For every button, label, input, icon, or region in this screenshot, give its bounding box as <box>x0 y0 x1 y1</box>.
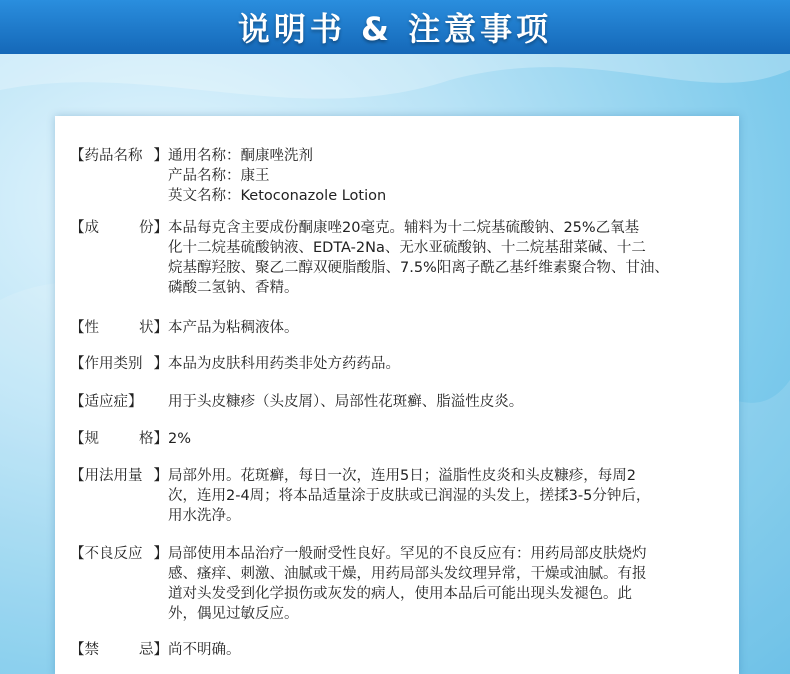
spaced-label: 性 状 <box>84 320 154 336</box>
spaced-label: 规 格 <box>84 431 154 447</box>
section-label: 【 药品名称 】 <box>70 148 168 164</box>
section-label: 【 禁 忌 】 <box>70 642 168 658</box>
section-label: 【 性 状 】 <box>70 320 168 336</box>
section-ingredients <box>70 218 721 298</box>
section-category <box>70 354 721 374</box>
section-usage <box>70 466 721 526</box>
section-content: 用于头皮糠疹（头皮屑）、局部性花斑癣、脂溢性皮炎。 <box>168 394 524 410</box>
section-content: 本产品为粘稠液体。 <box>168 320 299 336</box>
section-content: 本品为皮肤科用药类非处方药药品。 <box>168 356 400 372</box>
section-content: 本品每克含主要成份酮康唑20毫克。辅料为十二烷基硫酸钠、25%乙氧基 化十二烷基硫酸钠液、EDTA-2Na、无水亚硫酸钠、十二烷基甜菜碱、十二 烷基醇羟胺、聚乙二醇双硬脂酸脂、7.5%阳离子酰乙基纤维素聚合物、甘油、 磷酸二氢钠、香精。 <box>168 220 669 296</box>
section-content: 通用名称：酮康唑洗剂 产品名称：康王 英文名称：Ketoconazole Lotion <box>168 148 387 204</box>
section-label: 【 成 份 】 <box>70 218 168 298</box>
section-contraindications <box>70 640 721 660</box>
section-label: 【 规 格 】 <box>70 431 168 447</box>
section-label: 【 适应症 】 <box>70 394 143 410</box>
section-appearance <box>70 318 721 338</box>
instruction-card <box>55 116 739 674</box>
page-header <box>0 0 790 54</box>
section-content: 2% <box>168 431 192 447</box>
section-label: 【 不良反应 】 <box>70 546 168 562</box>
section-indications <box>70 392 721 412</box>
spaced-label: 成 份 <box>84 220 154 236</box>
spaced-label: 禁 忌 <box>84 642 154 658</box>
section-label: 【 作用类别 】 <box>70 356 168 372</box>
section-label: 【 用法用量 】 <box>70 468 168 484</box>
section-spec <box>70 429 721 449</box>
section-content: 局部外用。花斑癣，每日一次，连用5日；溢脂性皮炎和头皮糠疹，每周2 次，连用2-4周；将本品适量涂于皮肤或已润湿的头发上，搓揉3-5分钟后， 用水洗净。 <box>168 468 651 524</box>
page-title: 说明书 & 注意事项 <box>237 10 553 48</box>
section-content: 尚不明确。 <box>168 642 241 658</box>
section-content: 局部使用本品治疗一般耐受性良好。罕见的不良反应有：用药局部皮肤烧灼 感、瘙痒、刺激、油腻或干燥，用药局部头发纹理异常，干燥或油腻。有报 道对头发受到化学损伤或灰发的病人，使用本品后可能出现头发褪色。此 外，偶见过敏反应。 <box>168 546 647 622</box>
section-name <box>70 146 721 206</box>
section-adverse <box>70 544 721 624</box>
